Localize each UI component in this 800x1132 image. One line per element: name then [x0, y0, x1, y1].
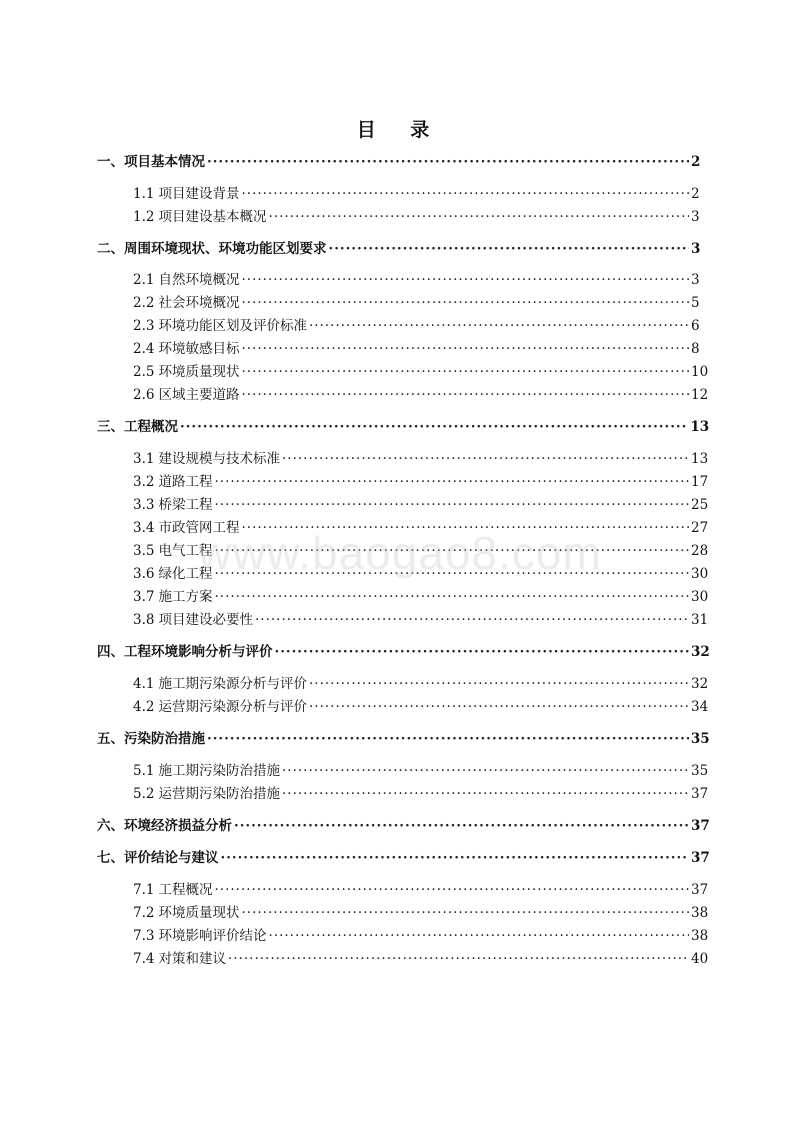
toc-entry-number: 2.3 [133, 318, 155, 334]
toc-page-number: 35 [691, 763, 709, 779]
toc-page-number: 3 [691, 272, 700, 288]
toc-entry-number: 2.4 [133, 341, 155, 357]
toc-entry-text: 社会环境概况 [158, 295, 240, 311]
toc-dot-leader [268, 208, 689, 226]
toc-page-number: 25 [691, 497, 709, 513]
toc-section-entry[interactable] [133, 785, 709, 803]
toc-entry-text: 工程概况 [158, 882, 213, 898]
toc-entry-text: 道路工程 [158, 474, 213, 490]
toc-section-entry[interactable] [133, 950, 709, 968]
toc-page-number: 30 [691, 566, 709, 582]
toc-entry-text: 六、环境经济损益分析 [97, 818, 232, 834]
toc-entry-text: 施工期污染源分析与评价 [158, 676, 307, 692]
toc-chapter-entry[interactable] [97, 849, 710, 867]
toc-page-number: 38 [691, 928, 709, 944]
toc-section-entry[interactable] [133, 208, 699, 226]
toc-section-entry[interactable] [133, 340, 699, 358]
toc-entry-text: 项目建设基本概况 [158, 209, 267, 225]
toc-section-entry[interactable] [133, 450, 709, 468]
toc-entry-number: 3.3 [133, 497, 155, 513]
toc-page-number: 37 [691, 882, 709, 898]
toc-page-number: 34 [691, 699, 709, 715]
toc-page-number: 5 [691, 295, 700, 311]
toc-entry-text: 市政管网工程 [158, 520, 240, 536]
toc-page-number: 32 [691, 676, 709, 692]
toc-entry-text: 自然环境概况 [158, 272, 240, 288]
toc-dot-leader [180, 418, 688, 436]
toc-page-number: 2 [691, 186, 700, 202]
toc-section-entry[interactable] [133, 519, 709, 537]
toc-dot-leader [241, 185, 689, 203]
toc-entry-number: 3.5 [133, 543, 155, 559]
toc-dot-leader [207, 730, 689, 748]
toc-entry-number: 4.2 [133, 699, 155, 715]
toc-entry-text: 一、项目基本情况 [97, 154, 205, 170]
toc-section-entry[interactable] [133, 185, 699, 203]
toc-entry-number: 7.1 [133, 882, 155, 898]
toc-dot-leader [234, 817, 689, 835]
toc-dot-leader [241, 519, 689, 537]
toc-entry-number: 3.7 [133, 589, 155, 605]
toc-entry-text: 五、污染防治措施 [97, 731, 205, 747]
toc-entry-number: 4.1 [133, 676, 155, 692]
toc-entry-text: 绿化工程 [158, 566, 213, 582]
toc-page-number: 6 [691, 318, 700, 334]
toc-entry-text: 项目建设背景 [158, 186, 240, 202]
toc-entry-text: 项目建设必要性 [158, 612, 253, 628]
toc-title: 目 录 [356, 119, 444, 141]
toc-page-number: 27 [691, 520, 709, 536]
toc-entry-number: 3.2 [133, 474, 155, 490]
toc-entry-number: 7.4 [133, 951, 155, 967]
toc-entry-number: 3.8 [133, 612, 155, 628]
toc-section-entry[interactable] [133, 588, 709, 606]
toc-entry-text: 桥梁工程 [158, 497, 213, 513]
toc-section-entry[interactable] [133, 675, 709, 693]
toc-entry-number: 1.1 [133, 186, 155, 202]
toc-page-number: 13 [691, 451, 709, 467]
toc-entry-number: 2.2 [133, 295, 155, 311]
toc-entry-number: 1.2 [133, 209, 155, 225]
toc-dot-leader [214, 565, 689, 583]
toc-dot-leader [241, 386, 689, 404]
toc-chapter-entry[interactable] [97, 240, 699, 258]
toc-entry-text: 施工期污染防治措施 [158, 763, 280, 779]
toc-section-entry[interactable] [133, 363, 709, 381]
toc-entry-number: 7.3 [133, 928, 155, 944]
toc-entry-text: 对策和建议 [158, 951, 226, 967]
toc-page-number: 13 [690, 419, 710, 435]
toc-entry-text: 二、周围环境现状、环境功能区划要求 [97, 241, 327, 257]
toc-dot-leader [275, 643, 690, 661]
toc-dot-leader [282, 450, 689, 468]
toc-dot-leader [309, 675, 689, 693]
toc-entry-number: 5.1 [133, 763, 155, 779]
toc-entry-number: 2.1 [133, 272, 155, 288]
toc-section-entry[interactable] [133, 927, 709, 945]
toc-page-number: 31 [691, 612, 709, 628]
toc-dot-leader [241, 363, 689, 381]
toc-entry-number: 3.6 [133, 566, 155, 582]
toc-entry-text: 四、工程环境影响分析与评价 [97, 644, 273, 660]
toc-dot-leader [214, 881, 689, 899]
toc-page-number: 30 [691, 589, 709, 605]
toc-entry-text: 环境敏感目标 [158, 341, 240, 357]
toc-section-entry[interactable] [133, 565, 709, 583]
toc-entry-text: 七、评价结论与建议 [97, 850, 219, 866]
toc-page-number: 35 [690, 731, 710, 747]
toc-page-number: 40 [691, 951, 709, 967]
toc-entry-number: 3.4 [133, 520, 155, 536]
toc-chapter-entry[interactable] [97, 153, 699, 171]
toc-page-number: 2 [691, 154, 701, 170]
toc-chapter-entry[interactable] [97, 418, 710, 436]
toc-section-entry[interactable] [133, 611, 709, 629]
toc-entry-number: 5.2 [133, 786, 155, 802]
toc-entry-number: 2.6 [133, 387, 155, 403]
toc-entry-text: 运营期污染源分析与评价 [158, 699, 307, 715]
toc-page-number: 8 [691, 341, 700, 357]
toc-section-entry[interactable] [133, 473, 709, 491]
toc-section-entry[interactable] [133, 904, 709, 922]
toc-dot-leader [241, 294, 689, 312]
toc-chapter-entry[interactable] [97, 817, 710, 835]
toc-entry-text: 电气工程 [158, 543, 213, 559]
toc-entry-text: 区域主要道路 [158, 387, 240, 403]
toc-entry-text: 环境质量现状 [158, 905, 240, 921]
toc-page-number: 3 [691, 209, 700, 225]
toc-dot-leader [228, 950, 689, 968]
toc-entry-number: 2.5 [133, 364, 155, 380]
toc-section-entry[interactable] [133, 542, 709, 560]
toc-section-entry[interactable] [133, 294, 699, 312]
toc-dot-leader [309, 698, 689, 716]
toc-dot-leader [282, 762, 689, 780]
toc-dot-leader [214, 588, 689, 606]
toc-dot-leader [214, 473, 689, 491]
toc-entry-number: 3.1 [133, 451, 155, 467]
toc-dot-leader [241, 271, 689, 289]
toc-dot-leader [241, 340, 689, 358]
toc-section-entry[interactable] [133, 698, 709, 716]
toc-entry-text: 环境影响评价结论 [158, 928, 267, 944]
toc-section-entry[interactable] [133, 881, 709, 899]
toc-dot-leader [329, 240, 690, 258]
toc-entry-number: 7.2 [133, 905, 155, 921]
toc-entry-text: 运营期污染防治措施 [158, 786, 280, 802]
toc-page-number: 3 [691, 241, 701, 257]
toc-page-number: 17 [691, 474, 709, 490]
toc-dot-leader [221, 849, 690, 867]
toc-section-entry[interactable] [133, 496, 709, 514]
toc-dot-leader [309, 317, 689, 335]
toc-page-number: 37 [691, 850, 710, 866]
toc-page-number: 12 [691, 387, 709, 403]
toc-dot-leader [268, 927, 689, 945]
toc-page-number: 37 [691, 786, 709, 802]
toc-entry-text: 环境功能区划及评价标准 [158, 318, 307, 334]
watermark: www.baogao8.com [198, 527, 602, 579]
toc-page-number: 10 [691, 364, 709, 380]
toc-entry-text: 环境质量现状 [158, 364, 240, 380]
toc-entry-text: 建设规模与技术标准 [158, 451, 280, 467]
toc-dot-leader [207, 153, 689, 171]
toc-dot-leader [282, 785, 689, 803]
toc-dot-leader [241, 904, 689, 922]
toc-dot-leader [214, 496, 689, 514]
toc-section-entry[interactable] [133, 271, 699, 289]
toc-section-entry[interactable] [133, 762, 709, 780]
toc-chapter-entry[interactable] [97, 643, 710, 661]
toc-page-number: 32 [691, 644, 710, 660]
toc-entry-text: 施工方案 [158, 589, 213, 605]
toc-section-entry[interactable] [133, 386, 709, 404]
toc-dot-leader [214, 542, 689, 560]
toc-page-number: 37 [691, 818, 710, 834]
toc-dot-leader [255, 611, 689, 629]
toc-entry-text: 三、工程概况 [97, 419, 178, 435]
toc-page-number: 38 [691, 905, 709, 921]
toc-chapter-entry[interactable] [97, 730, 710, 748]
toc-page-number: 28 [691, 543, 709, 559]
toc-section-entry[interactable] [133, 317, 699, 335]
